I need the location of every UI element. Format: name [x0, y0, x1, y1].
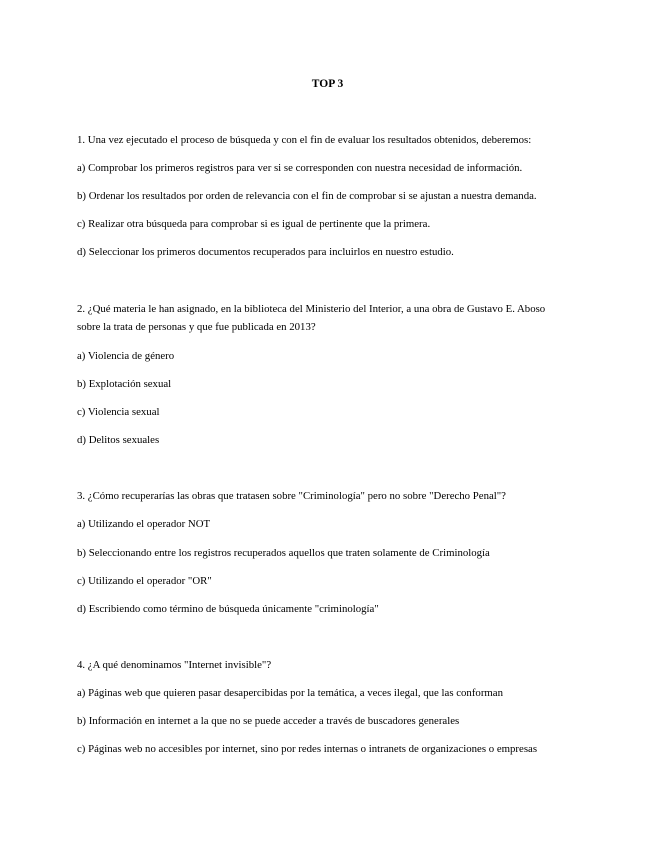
question-4-option-c: c) Páginas web no accesibles por internet, sino por redes internas o intranets de organizaciones o empresas	[77, 743, 538, 755]
question-4-prompt: 4. ¿A qué denominamos "Internet invisible"?	[77, 659, 272, 671]
question-1-option-b: b) Ordenar los resultados por orden de relevancia con el fin de comprobar si se ajustan a nuestra demanda.	[77, 190, 537, 202]
question-4-option-b: b) Información en internet a la que no se puede acceder a través de buscadores generales	[77, 715, 460, 727]
question-2-prompt-line-1: 2. ¿Qué materia le han asignado, en la biblioteca del Ministerio del Interior, a una obra de Gustavo E. Aboso	[77, 303, 546, 315]
question-1-option-d: d) Seleccionar los primeros documentos recuperados para incluirlos en nuestro estudio.	[77, 246, 454, 258]
question-3-prompt: 3. ¿Cómo recuperarías las obras que tratasen sobre "Criminología" pero no sobre "Derecho Penal"?	[77, 490, 506, 502]
question-1-option-c: c) Realizar otra búsqueda para comprobar si es igual de pertinente que la primera.	[77, 218, 431, 230]
question-3-option-c: c) Utilizando el operador "OR"	[77, 575, 212, 587]
question-3-option-a: a) Utilizando el operador NOT	[77, 518, 211, 530]
question-2-option-d: d) Delitos sexuales	[77, 434, 160, 446]
question-2-option-a: a) Violencia de género	[77, 350, 175, 362]
question-2-prompt-line-2: sobre la trata de personas y que fue publicada en 2013?	[77, 321, 316, 333]
question-4-option-a: a) Páginas web que quieren pasar desapercibidas por la temática, a veces ilegal, que las conforman	[77, 687, 503, 699]
page-title: TOP 3	[311, 78, 344, 90]
question-3-option-b: b) Seleccionando entre los registros recuperados aquellos que traten solamente de Criminología	[77, 547, 490, 559]
question-2-option-b: b) Explotación sexual	[77, 378, 172, 390]
question-2-option-c: c) Violencia sexual	[77, 406, 160, 418]
question-3-option-d: d) Escribiendo como término de búsqueda únicamente "criminología"	[77, 603, 379, 615]
question-1-prompt: 1. Una vez ejecutado el proceso de búsqueda y con el fin de evaluar los resultados obtenidos, deberemos:	[77, 134, 532, 146]
question-1-option-a: a) Comprobar los primeros registros para ver si se corresponden con nuestra necesidad de información.	[77, 162, 523, 174]
